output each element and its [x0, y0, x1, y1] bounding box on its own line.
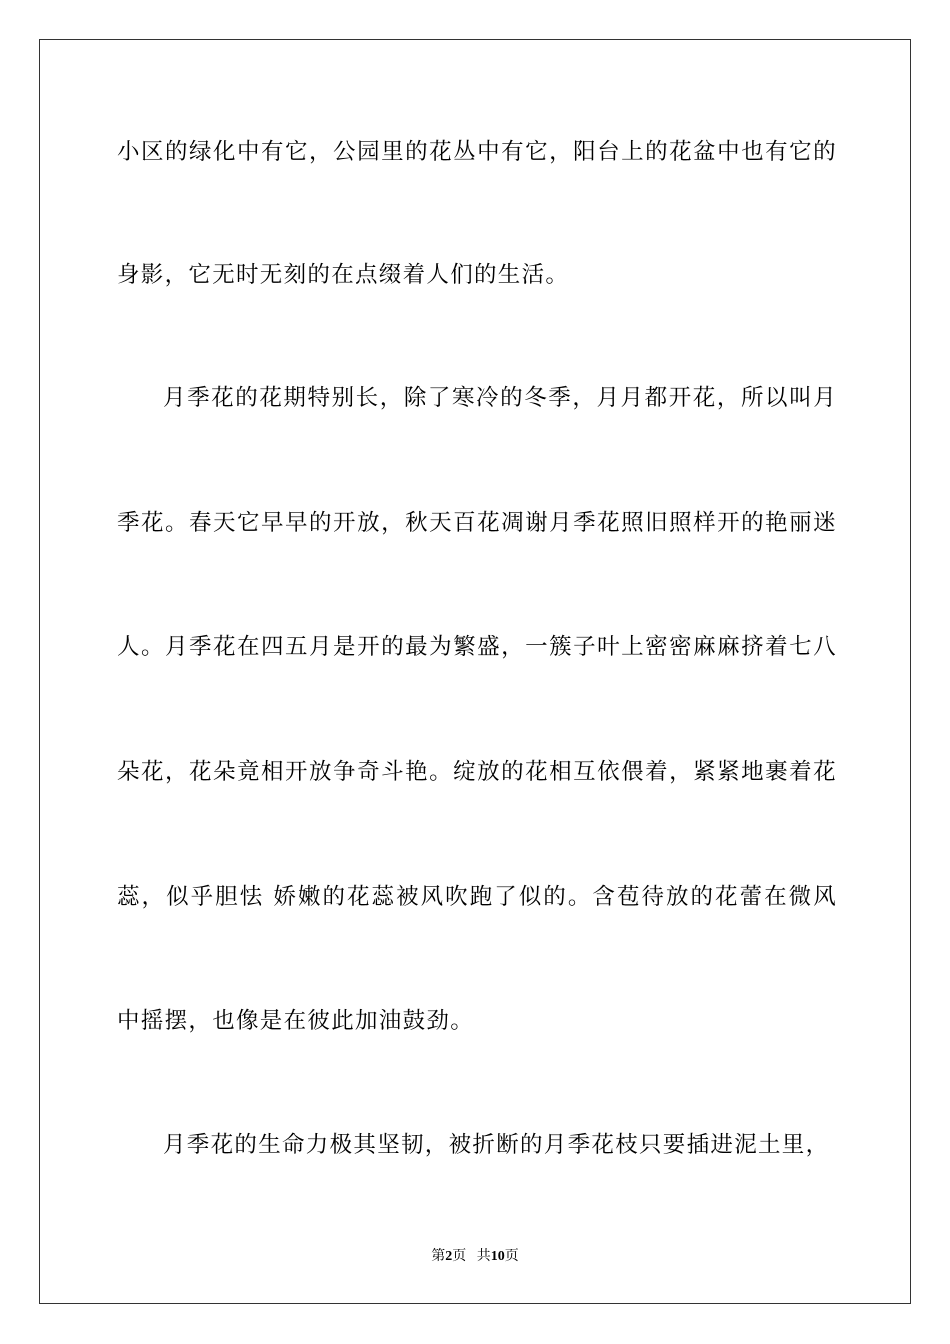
- page-border: [39, 39, 911, 1304]
- paragraph-line-7: 蕊，似乎胆怯 娇嫩的花蕊被风吹跑了似的。含苞待放的花蕾在微风: [117, 884, 837, 910]
- paragraph-line-5: 人。月季花在四五月是开的最为繁盛，一簇子叶上密密麻麻挤着七八: [117, 634, 837, 660]
- total-pages-suffix: 页: [504, 1249, 519, 1264]
- total-page-count: 10: [490, 1249, 505, 1264]
- page-number-prefix: 第: [431, 1249, 446, 1264]
- paragraph-line-4: 季花。春天它早早的开放，秋天百花凋谢月季花照旧照样开的艳丽迷: [117, 510, 837, 536]
- page-number-suffix: 页: [452, 1249, 467, 1264]
- paragraph-line-8: 中摇摆，也像是在彼此加油鼓劲。: [117, 1008, 475, 1034]
- paragraph-line-2: 身影，它无时无刻的在点缀着人们的生活。: [117, 262, 570, 288]
- current-page-number: 2: [445, 1249, 453, 1264]
- total-pages-prefix: 共: [476, 1249, 491, 1264]
- page-footer: [0, 1248, 950, 1266]
- paragraph-line-1: 小区的绿化中有它，公园里的花丛中有它，阳台上的花盆中也有它的: [117, 139, 837, 165]
- paragraph-line-3: 月季花的花期特别长，除了寒冷的冬季，月月都开花，所以叫月: [163, 385, 837, 411]
- paragraph-line-9: 月季花的生命力极其坚韧，被折断的月季花枝只要插进泥土里，: [163, 1132, 830, 1158]
- paragraph-line-6: 朵花，花朵竟相开放争奇斗艳。绽放的花相互依偎着，紧紧地裹着花: [117, 759, 837, 785]
